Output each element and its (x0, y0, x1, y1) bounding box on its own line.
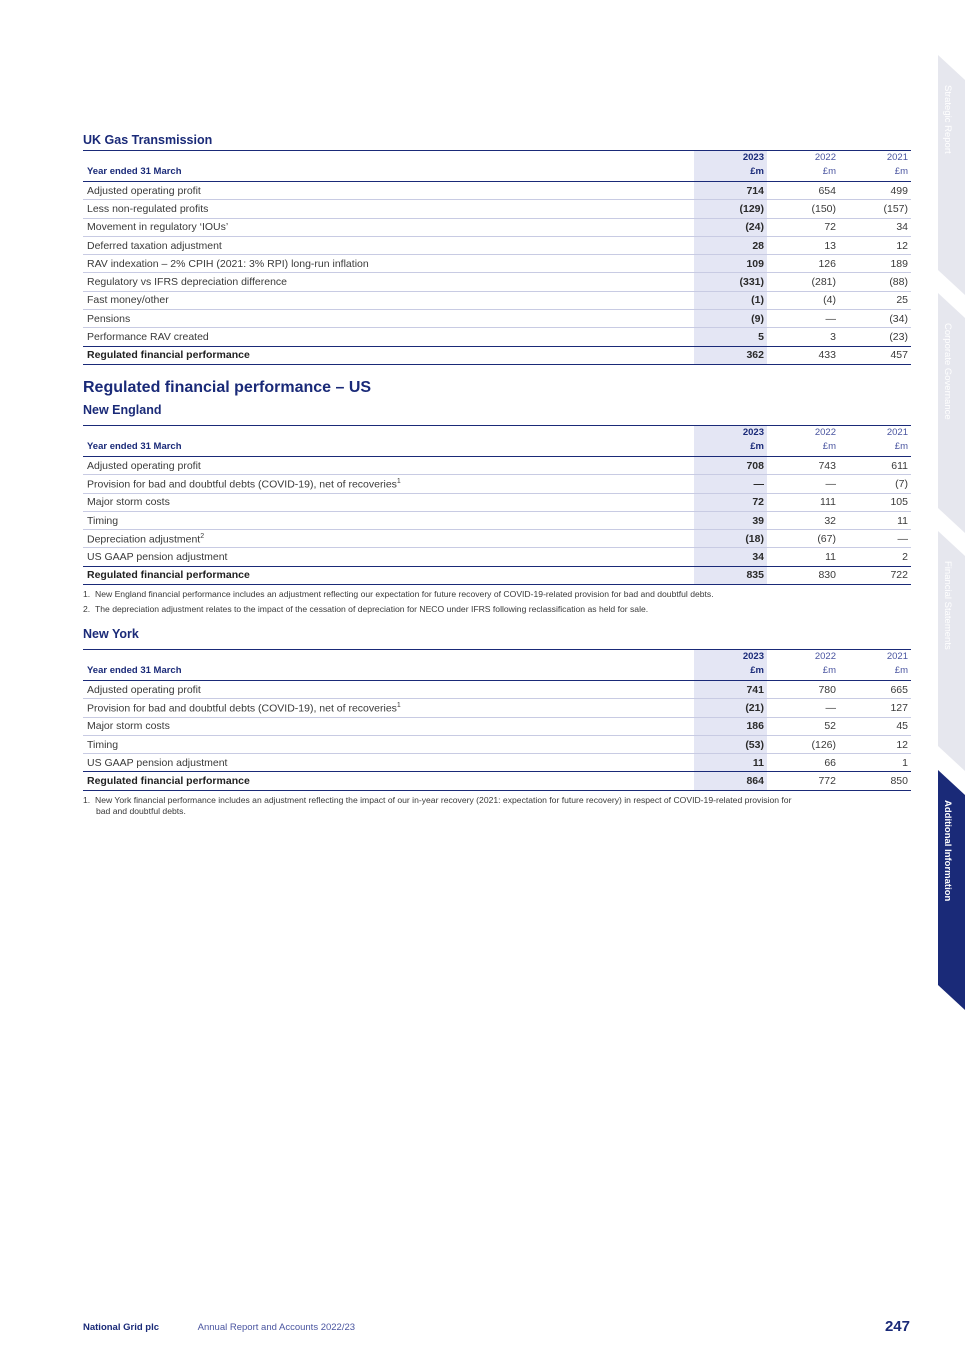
table-row: Adjusted operating profit 714 654 499 (83, 182, 911, 200)
col-2022: 2022 £m (814, 152, 836, 177)
table-row: Deferred taxation adjustment 28 13 12 (83, 236, 911, 254)
table-header (83, 151, 911, 182)
col-2021: 2021 £m (886, 427, 908, 452)
col-2021: 2021 £m (886, 651, 908, 676)
uk-gas-title: UK Gas Transmission (83, 133, 213, 147)
us-section-heading: Regulated financial performance – US (83, 379, 372, 396)
tab-strategic-report[interactable] (938, 55, 965, 295)
tab-financial-statements-label: Financial Statements (942, 561, 953, 650)
col-2023: 2023 £m (694, 650, 767, 681)
col-2022: 2022 £m (814, 427, 836, 452)
table-header (83, 650, 911, 681)
table-row: Movement in regulatory ‘IOUs’ (24) 72 34 (83, 218, 911, 236)
table-row: Timing (53) (126) 12 (83, 735, 911, 753)
table-row: Major storm costs 72 111 105 (83, 493, 911, 511)
footer-report-title: Annual Report and Accounts 2022/23 (197, 1322, 356, 1333)
year-ended-label: Year ended 31 March (87, 441, 182, 452)
col-2023: 2023 £m (694, 426, 767, 457)
uk-gas-table (83, 150, 911, 365)
table-header (83, 426, 911, 457)
table-row: Provision for bad and doubtful debts (COVID-19), net of recoveries$^1$ — — (7) (83, 475, 911, 493)
total-row: Regulated financial performance 362 433 457 (83, 346, 911, 364)
footer-company: National Grid plc (83, 1322, 160, 1333)
footnote-ref: 1 (396, 477, 401, 485)
table-row: Depreciation adjustment$^2$ (18) (67) — (83, 530, 911, 548)
table-row: Major storm costs 186 52 45 (83, 717, 911, 735)
table-row: Fast money/other (1) (4) 25 (83, 291, 911, 309)
table-row: Regulatory vs IFRS depreciation difference (331) (281) (88) (83, 273, 911, 291)
total-row: Regulated financial performance 864 772 850 (83, 772, 911, 790)
table-row: Adjusted operating profit 741 780 665 (83, 681, 911, 699)
tab-strategic-report-label: Strategic Report (942, 85, 953, 154)
table-row: US GAAP pension adjustment 34 11 2 (83, 548, 911, 566)
new-england-table (83, 425, 911, 585)
table-row: RAV indexation – 2% CPIH (2021: 3% RPI) long-run inflation 109 126 189 (83, 255, 911, 273)
footer (83, 1322, 355, 1333)
footnote: 1. New England financial performance includes an adjustment reflecting our expectation for future recovery of COVID-19-related provision for bad and doubtful debts. (83, 589, 714, 599)
table-row: Pensions (9) — (34) (83, 310, 911, 328)
col-2021: 2021 £m (886, 152, 908, 177)
page-number: 247 (884, 1318, 910, 1335)
col-2023: 2023 £m (694, 151, 767, 182)
new-england-title: New England (83, 403, 162, 417)
year-ended-label: Year ended 31 March (87, 665, 182, 676)
tab-additional-information[interactable] (938, 770, 965, 1010)
footnote: 2. The depreciation adjustment relates to the impact of the cessation of depreciation for NECO under IFRS following reclassification as held for sale. (83, 604, 649, 614)
footnote: 1. New York financial performance includes an adjustment reflecting the impact of our in-year recovery (2021: expectation for future recovery) in respect of COVID-19-related provision for bad and doubtful debts. (83, 795, 792, 816)
col-2022: 2022 £m (814, 651, 836, 676)
year-ended-label: Year ended 31 March (87, 166, 182, 177)
table-row: Adjusted operating profit 708 743 611 (83, 457, 911, 475)
table-row: Timing 39 32 11 (83, 511, 911, 529)
footnote-ref: 2 (200, 532, 205, 540)
new-york-title: New York (83, 627, 139, 641)
tab-additional-information-label: Additional Information (942, 800, 953, 902)
total-row: Regulated financial performance 835 830 722 (83, 566, 911, 584)
table-row: Provision for bad and doubtful debts (COVID-19), net of recoveries$^1$ (21) — 127 (83, 699, 911, 717)
table-row: Less non-regulated profits (129) (150) (157) (83, 200, 911, 218)
tab-financial-statements[interactable] (938, 531, 965, 771)
tab-corporate-governance-label: Corporate Governance (942, 323, 953, 420)
section-tabs (938, 55, 965, 1015)
new-york-table (83, 649, 911, 791)
footnote-ref: 1 (396, 701, 401, 709)
tab-corporate-governance[interactable] (938, 293, 965, 533)
table-row: US GAAP pension adjustment 11 66 1 (83, 754, 911, 772)
table-row: Performance RAV created 5 3 (23) (83, 328, 911, 346)
